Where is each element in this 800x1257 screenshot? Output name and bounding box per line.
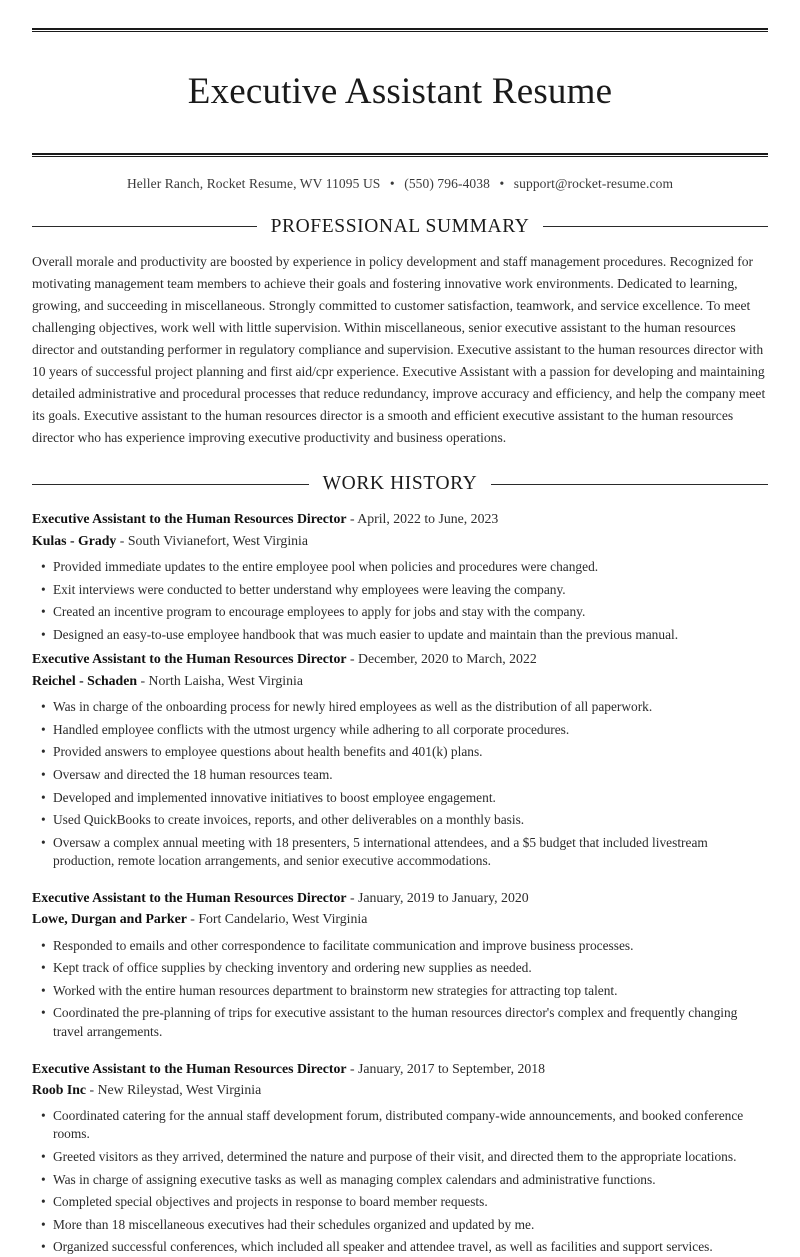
bullet-icon: • [41, 721, 46, 737]
bullet-text: Oversaw a complex annual meeting with 18 presenters, 5 international attendees, and a $5 budget that included livestream production, remote location arrangements, and senior executive accommodations. [53, 834, 708, 868]
list-item [32, 1004, 768, 1040]
section-rule-right [543, 226, 768, 227]
bullet-icon: • [41, 1216, 46, 1232]
job-entry [32, 648, 768, 870]
resume-page [0, 28, 800, 1257]
section-heading-work-history [32, 473, 768, 495]
bullet-text: Coordinated the pre-planning of trips for executive assistant to the human resources director's complex and frequently changing travel arrangements. [53, 1005, 738, 1039]
bullet-icon: • [41, 812, 46, 828]
bullet-icon: • [41, 1194, 46, 1210]
job-title-row [32, 887, 768, 908]
section-rule-left [32, 484, 309, 485]
list-item [32, 1216, 768, 1234]
bullet-text: Used QuickBooks to create invoices, reports, and other deliverables on a monthly basis. [53, 812, 525, 828]
job-entry [32, 1058, 768, 1257]
job-company-row [32, 670, 768, 691]
job-dates: April, 2022 to June, 2023 [357, 511, 499, 527]
bullet-text: Was in charge of assigning executive tasks as well as managing complex calendars and administrative functions. [53, 1171, 656, 1187]
list-item [32, 1148, 768, 1166]
bullet-text: Handled employee conflicts with the utmost urgency while adhering to all corporate procedures. [53, 721, 570, 737]
job-company: Roob Inc [32, 1082, 87, 1098]
section-rule-right [491, 484, 768, 485]
job-company: Reichel - Schaden [32, 672, 138, 688]
job-role: Executive Assistant to the Human Resources Director [32, 651, 347, 667]
job-bullet-list [32, 558, 768, 644]
bullet-icon: • [41, 766, 46, 782]
list-item [32, 1193, 768, 1211]
bullet-icon: • [41, 1171, 46, 1187]
list-item [32, 811, 768, 829]
section-heading-label: PROFESSIONAL SUMMARY [270, 215, 530, 237]
bullet-icon: • [41, 1108, 46, 1124]
list-item [32, 581, 768, 599]
job-dates: December, 2020 to March, 2022 [358, 651, 537, 667]
contact-phone[interactable]: (550) 796-4038 [404, 175, 490, 191]
section-heading-summary [32, 216, 768, 238]
job-entry [32, 887, 768, 1041]
list-item [32, 603, 768, 621]
contact-separator-1: • [389, 175, 395, 191]
job-title-row [32, 1058, 768, 1079]
bullet-icon: • [41, 937, 46, 953]
job-title-dash: - [349, 651, 355, 667]
list-item [32, 1171, 768, 1189]
job-location: New Rileystad, West Virginia [97, 1082, 262, 1098]
list-item [32, 626, 768, 644]
job-role: Executive Assistant to the Human Resources Director [32, 889, 347, 905]
section-rule-left [32, 226, 257, 227]
bullet-text: Provided immediate updates to the entire employee pool when policies and procedures were changed. [53, 559, 599, 575]
bullet-text: Exit interviews were conducted to better understand why employees were leaving the company. [53, 581, 566, 597]
header-top-rule [32, 28, 768, 32]
job-company-dash: - [140, 672, 146, 688]
bullet-text: More than 18 miscellaneous executives had their schedules organized and updated by me. [53, 1216, 535, 1232]
job-company-row [32, 530, 768, 551]
bullet-text: Completed special objectives and projects in response to board member requests. [53, 1194, 488, 1210]
bullet-text: Was in charge of the onboarding process for newly hired employees as well as the distribution of all paperwork. [53, 699, 653, 715]
page-title: Executive Assistant Resume [187, 70, 613, 112]
list-item [32, 789, 768, 807]
job-bullet-list [32, 937, 768, 1041]
bullet-icon: • [41, 834, 46, 850]
bullet-icon: • [41, 1005, 46, 1021]
list-item [32, 1238, 768, 1256]
job-company-row [32, 908, 768, 929]
job-company: Kulas - Grady [32, 532, 117, 548]
list-item [32, 937, 768, 955]
list-item [32, 558, 768, 576]
bullet-text: Created an incentive program to encourage employees to apply for jobs and stay with the company. [53, 604, 586, 620]
job-company-dash: - [119, 532, 125, 548]
job-location: Fort Candelario, West Virginia [198, 911, 368, 927]
work-history-section [32, 473, 768, 1256]
bullet-text: Developed and implemented innovative initiatives to boost employee engagement. [53, 789, 496, 805]
list-item [32, 1107, 768, 1143]
bullet-icon: • [41, 982, 46, 998]
bullet-text: Oversaw and directed the 18 human resources team. [53, 766, 333, 782]
list-item [32, 959, 768, 977]
section-heading-label: WORK HISTORY [322, 473, 478, 495]
bullet-text: Provided answers to employee questions about health benefits and 401(k) plans. [53, 744, 483, 760]
job-company: Lowe, Durgan and Parker [32, 911, 187, 927]
summary-paragraph: Overall morale and productivity are boosted by experience in policy development and staff management procedures. Recognized for motivating management team members to achieve their goals and fostering innovative work environments. Dedicated to learning, growing, and succeeding in miscellaneous. Strongly committed to customer satisfaction, teamwork, and service excellence. To meet challenging objectives, work well with little supervision. Within miscellaneous, senior executive assistant to the human resources director and outstanding performer in regulatory compliance and supervision. Executive assistant to the human resources director with 10 years of successful project planning and first aid/cpr experience. Executive Assistant with a passion for developing and maintaining detailed administrative and procedural processes that reduce redundancy, improve accuracy and efficiency, and help the company meet its goals. Executive assistant to the human resources director is a smooth and efficient executive assistant to the human resources director who has experience improving executive productivity and business operations. [32, 254, 766, 446]
job-role: Executive Assistant to the Human Resources Director [32, 1060, 347, 1076]
resume-header [32, 28, 768, 192]
list-item [32, 834, 768, 870]
job-company-row [32, 1079, 768, 1100]
job-company-dash: - [190, 911, 195, 927]
contact-line [32, 157, 768, 192]
job-dates: January, 2017 to September, 2018 [358, 1060, 546, 1076]
job-title-dash: - [349, 1060, 355, 1076]
bullet-text: Responded to emails and other correspondence to facilitate communication and improve business processes. [53, 937, 634, 953]
bullet-icon: • [41, 960, 46, 976]
job-bullet-list [32, 698, 768, 870]
contact-email[interactable]: support@rocket-resume.com [513, 175, 674, 191]
contact-separator-2: • [499, 175, 505, 191]
list-item [32, 698, 768, 716]
bullet-icon: • [41, 559, 46, 575]
job-title-dash: - [349, 511, 355, 527]
job-location: North Laisha, West Virginia [148, 672, 303, 688]
bullet-icon: • [41, 1149, 46, 1165]
bullet-text: Coordinated catering for the annual staff development forum, distributed company-wide announcements, and booked conference rooms. [53, 1108, 744, 1142]
bullet-text: Kept track of office supplies by checking inventory and ordering new supplies as needed. [53, 960, 532, 976]
job-title-row [32, 508, 768, 529]
bullet-icon: • [41, 699, 46, 715]
job-title-row [32, 648, 768, 669]
job-bullet-list [32, 1107, 768, 1256]
job-entry [32, 508, 768, 644]
bullet-text: Worked with the entire human resources department to brainstorm new strategies for attracting top talent. [53, 982, 618, 998]
bullet-text: Designed an easy-to-use employee handbook that was much easier to update and maintain than the previous manual. [53, 626, 679, 642]
job-company-dash: - [89, 1082, 95, 1098]
list-item [32, 766, 768, 784]
list-item [32, 982, 768, 1000]
job-role: Executive Assistant to the Human Resources Director [32, 511, 347, 527]
professional-summary-section [32, 216, 768, 450]
bullet-text: Organized successful conferences, which included all speaker and attendee travel, as well as facilities and support services. [53, 1239, 713, 1255]
bullet-icon: • [41, 626, 46, 642]
bullet-icon: • [41, 581, 46, 597]
bullet-icon: • [41, 1239, 46, 1255]
bullet-icon: • [41, 604, 46, 620]
contact-address: Heller Ranch, Rocket Resume, WV 11095 US [126, 175, 381, 191]
job-title-dash: - [349, 889, 355, 905]
list-item [32, 721, 768, 739]
bullet-icon: • [41, 744, 46, 760]
bullet-icon: • [41, 789, 46, 805]
job-dates: January, 2019 to January, 2020 [358, 889, 529, 905]
list-item [32, 743, 768, 761]
bullet-text: Greeted visitors as they arrived, determined the nature and purpose of their visit, and directed them to the appropriate locations. [53, 1149, 737, 1165]
job-location: South Vivianefort, West Virginia [127, 532, 309, 548]
